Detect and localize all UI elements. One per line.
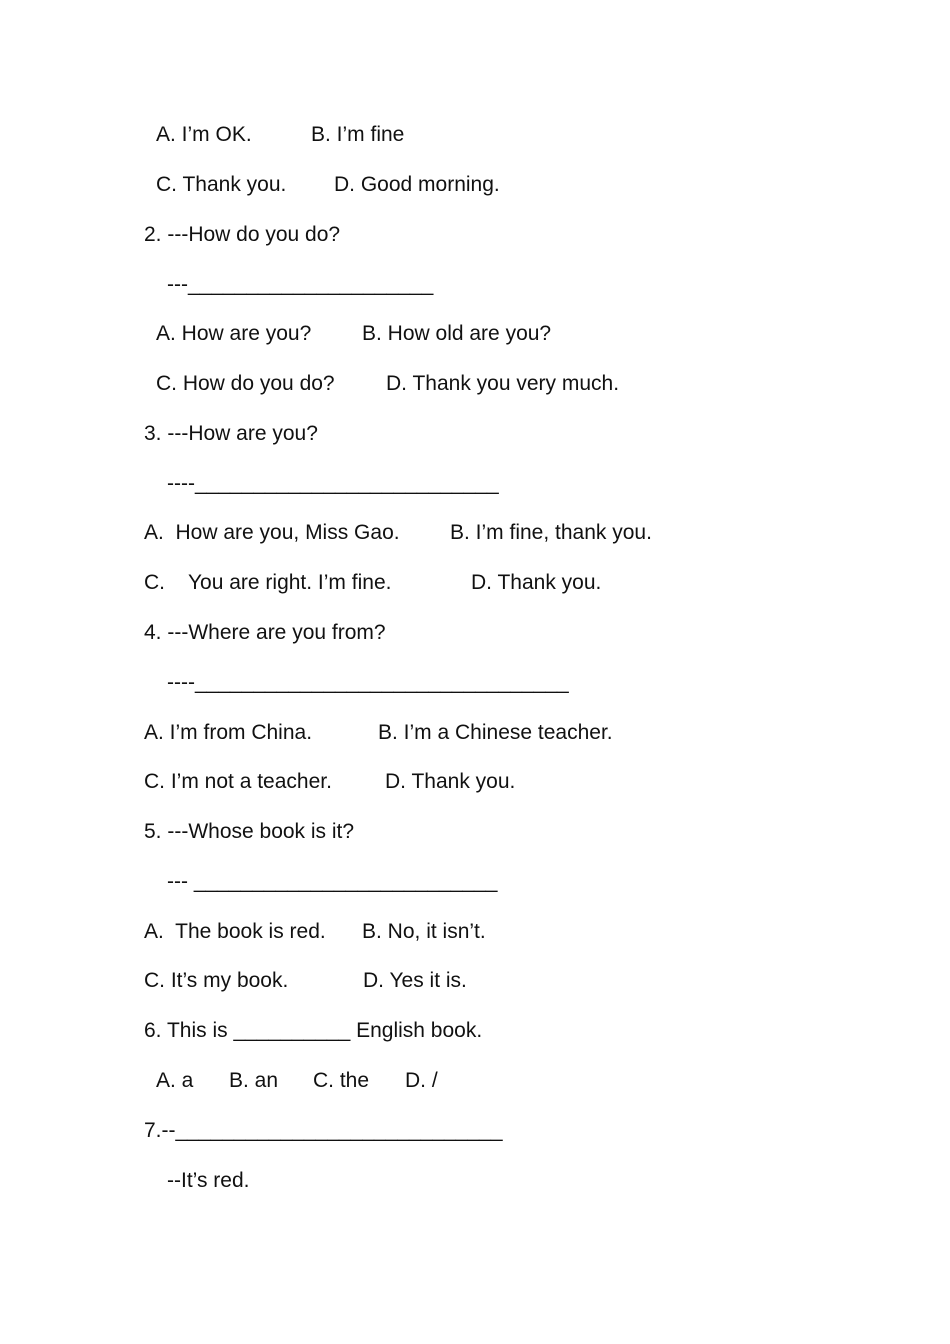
q4-option-a: A. I’m from China.: [144, 721, 313, 744]
q2-option-b: B. How old are you?: [362, 322, 552, 345]
q7-answer: --It’s red.: [167, 1169, 250, 1192]
q5-option-d: D. Yes it is.: [363, 969, 467, 992]
q3-options-row2: [144, 567, 602, 599]
q2-options-row2: [144, 368, 620, 400]
q5-option-c: C. It’s my book.: [144, 969, 289, 992]
q1-options-row1: [144, 119, 405, 151]
q5-question: 5. ---Whose book is it?: [144, 820, 355, 843]
q6-option-b: B. an: [229, 1069, 279, 1092]
q6-option-d: D. /: [405, 1069, 438, 1092]
q1-option-a: A. I’m OK.: [156, 123, 252, 146]
q5-options-row1: [144, 916, 486, 948]
q2-option-c: C. How do you do?: [156, 372, 335, 395]
q3-option-d: D. Thank you.: [471, 571, 602, 594]
q4-options-row2: [144, 766, 516, 798]
q6-question: 6. This is __________ English book.: [144, 1019, 483, 1042]
q5-option-a: A. The book is red.: [144, 920, 326, 943]
q1-option-c: C. Thank you.: [156, 173, 287, 196]
q6-options-row: [144, 1065, 438, 1097]
q3-option-a: A. How are you, Miss Gao.: [144, 521, 400, 544]
q3-question: 3. ---How are you?: [144, 422, 318, 445]
q1-option-b: B. I’m fine: [311, 123, 405, 146]
q6-option-a: A. a: [156, 1069, 194, 1092]
q4-option-c: C. I’m not a teacher.: [144, 770, 332, 793]
q4-question: 4. ---Where are you from?: [144, 621, 386, 644]
q1-options-row2: [144, 169, 500, 201]
q3-option-c: C. You are right. I’m fine.: [144, 571, 392, 594]
q4-options-row1: [144, 717, 613, 749]
q2-question: 2. ---How do you do?: [144, 223, 341, 246]
q4-answer-blank: ----________________________________: [167, 671, 569, 694]
q5-answer-blank: --- __________________________: [167, 870, 498, 893]
q3-options-row1: [144, 517, 652, 549]
q4-option-b: B. I’m a Chinese teacher.: [378, 721, 613, 744]
q2-option-a: A. How are you?: [156, 322, 312, 345]
q6-option-c: C. the: [313, 1069, 370, 1092]
q2-option-d: D. Thank you very much.: [386, 372, 620, 395]
q1-option-d: D. Good morning.: [334, 173, 500, 196]
q3-option-b: B. I’m fine, thank you.: [450, 521, 652, 544]
q5-options-row2: [144, 965, 467, 997]
q2-answer-blank: ---_____________________: [167, 273, 434, 296]
q7-question: 7.--____________________________: [144, 1119, 503, 1142]
q2-options-row1: [144, 318, 552, 350]
q5-option-b: B. No, it isn’t.: [362, 920, 486, 943]
q4-option-d: D. Thank you.: [385, 770, 516, 793]
q3-answer-blank: ----__________________________: [167, 472, 499, 495]
